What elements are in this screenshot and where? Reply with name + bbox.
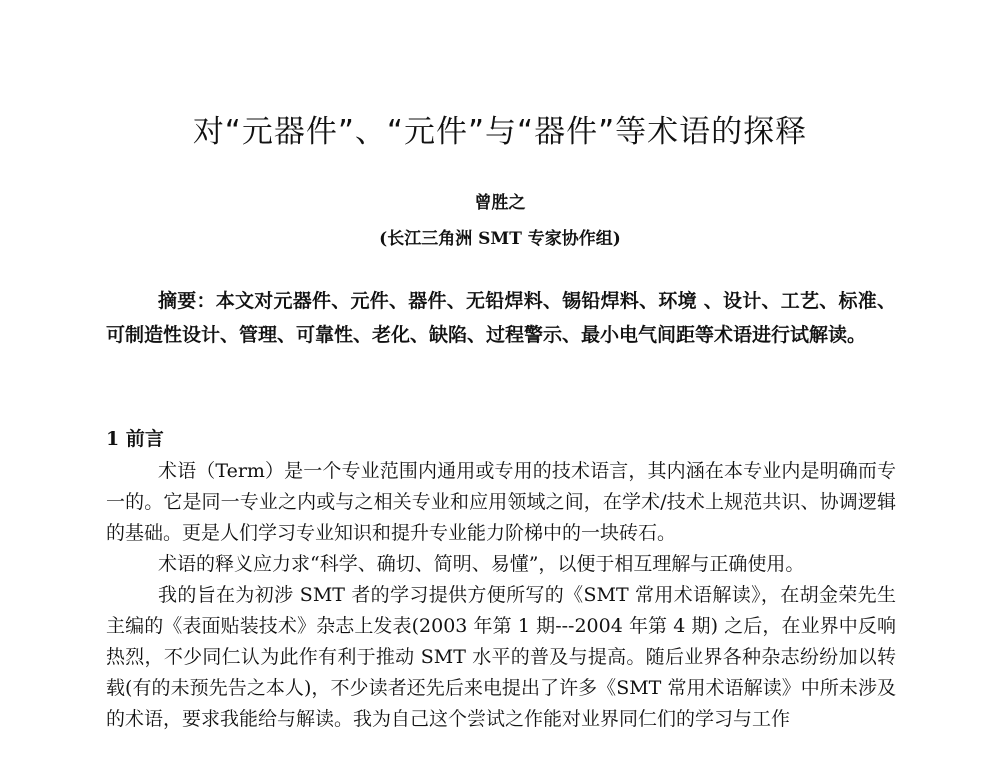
paper-title: 对“元器件”、“元件”与“器件”等术语的探释 bbox=[192, 114, 808, 150]
section-heading: 1 前言 bbox=[106, 428, 164, 450]
abstract: 摘要：本文对元器件、元件、器件、无铅焊料、锡铅焊料、环境 、设计、工艺、标准、可制造性设计、管理、可靠性、老化、缺陷、过程警示、最小电气间距等术语进行试解读。 bbox=[106, 290, 896, 346]
author-affiliation: (长江三角洲 SMT 专家协作组) bbox=[379, 229, 621, 249]
paragraph: 术语的释义应力求“科学、确切、简明、易懂”，以便于相互理解与正确使用。 bbox=[158, 553, 805, 575]
body-text bbox=[106, 456, 896, 735]
paragraph: 我的旨在为初涉 SMT 者的学习提供方便所写的《SMT 常用术语解读》，在胡金荣先生主编的《表面贴装技术》杂志上发表(2003 年第 1 期---2004 年第 4 期) 之后，在业界中反响热烈，不少同仁认为此作有利于推动 SMT 水平的普及与提高。随后业界各种杂志纷纷加以转载(有的未预先告之本人)，不少读者还先后来电提出了许多《SMT 常用术语解读》中所未涉及的术语，要求我能给与解读。我为自己这个尝试之作能对业界同仁们的学习与工作 bbox=[106, 584, 896, 730]
paragraph: 术语（Term）是一个专业范围内通用或专用的技术语言，其内涵在本专业内是明确而专一的。它是同一专业之内或与之相关专业和应用领域之间，在学术/技术上规范共识、协调逻辑的基础。更是人们学习专业知识和提升专业能力阶梯中的一块砖石。 bbox=[106, 460, 896, 544]
author-name: 曾胜之 bbox=[474, 193, 526, 213]
